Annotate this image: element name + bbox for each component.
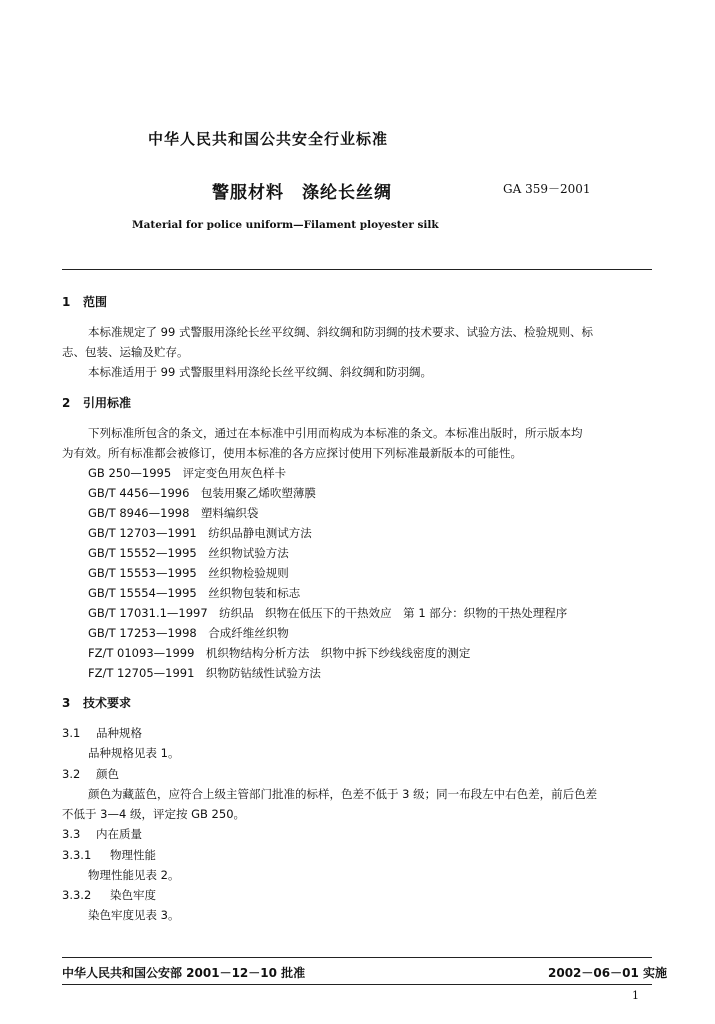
referenced-standard: GB 250—1995 评定变色用灰色样卡 bbox=[88, 466, 287, 480]
section-2-title: 引用标准 bbox=[83, 396, 132, 410]
referenced-standard: GB/T 12703—1991 纺织品静电测试方法 bbox=[88, 526, 312, 540]
section-1-paragraph-1-line-1: 本标准规定了 99 式警服用涤纶长丝平纹绸、斜纹绸和防羽绸的技术要求、试验方法、检验规则、标 bbox=[88, 325, 593, 339]
section-1-number: 1 bbox=[62, 295, 71, 309]
clause-3-3-1-number: 3.3.1 bbox=[62, 848, 92, 862]
referenced-standard: FZ/T 12705—1991 织物防钻绒性试验方法 bbox=[88, 666, 321, 680]
clause-3-2-number: 3.2 bbox=[62, 767, 81, 781]
section-2-paragraph-line-1: 下列标准所包含的条文，通过在本标准中引用而构成为本标准的条文。本标准出版时，所示版本均 bbox=[88, 426, 583, 440]
document-title: 警服材料 涤纶长丝绸 bbox=[212, 183, 392, 203]
referenced-standard: GB/T 8946—1998 塑料编织袋 bbox=[88, 506, 259, 520]
clause-3-1-title: 品种规格 bbox=[96, 726, 142, 740]
referenced-standard: GB/T 15553—1995 丝织物检验规则 bbox=[88, 566, 289, 580]
clause-3-3-2-number: 3.3.2 bbox=[62, 888, 92, 902]
footer-rule bbox=[62, 957, 652, 958]
english-title: Material for police uniform—Filament ployester silk bbox=[132, 219, 439, 231]
clause-3-1-text: 品种规格见表 1。 bbox=[88, 746, 180, 760]
referenced-standard: GB/T 15554—1995 丝织物包装和标志 bbox=[88, 586, 301, 600]
section-1-paragraph-2: 本标准适用于 99 式警服里料用涤纶长丝平纹绸、斜纹绸和防羽绸。 bbox=[88, 365, 432, 379]
footer-bottom-rule bbox=[62, 984, 652, 985]
clause-3-3-2-text: 染色牢度见表 3。 bbox=[88, 908, 180, 922]
clause-3-1-number: 3.1 bbox=[62, 726, 81, 740]
section-1-paragraph-1-line-2: 志、包装、运输及贮存。 bbox=[62, 345, 189, 359]
referenced-standard: FZ/T 01093—1999 机织物结构分析方法 织物中拆下纱线线密度的测定 bbox=[88, 646, 471, 660]
section-3-title: 技术要求 bbox=[83, 696, 132, 710]
clause-3-2-text-line-1: 颜色为藏蓝色，应符合上级主管部门批准的标样，色差不低于 3 级；同一布段左中右色差，前后色差 bbox=[88, 787, 598, 801]
issuing-authority-title: 中华人民共和国公共安全行业标准 bbox=[148, 130, 389, 148]
clause-3-3-title: 内在质量 bbox=[96, 827, 142, 841]
effective-date-line: 2002－06－01 实施 bbox=[548, 966, 667, 980]
clause-3-2-title: 颜色 bbox=[96, 767, 119, 781]
referenced-standard: GB/T 4456—1996 包装用聚乙烯吹塑薄膜 bbox=[88, 486, 316, 500]
clause-3-3-1-title: 物理性能 bbox=[110, 848, 156, 862]
section-3-number: 3 bbox=[62, 696, 71, 710]
clause-3-3-1-text: 物理性能见表 2。 bbox=[88, 868, 180, 882]
header-rule bbox=[62, 269, 652, 270]
approval-line: 中华人民共和国公安部 2001－12－10 批准 bbox=[62, 966, 306, 980]
referenced-standard: GB/T 17031.1—1997 纺织品 织物在低压下的干热效应 第 1 部分：织物的干热处理程序 bbox=[88, 606, 568, 620]
section-1-title: 范围 bbox=[83, 295, 108, 309]
clause-3-3-number: 3.3 bbox=[62, 827, 81, 841]
standard-number: GA 359－2001 bbox=[503, 182, 591, 196]
section-2-number: 2 bbox=[62, 396, 71, 410]
clause-3-2-text-line-2: 不低于 3—4 级，评定按 GB 250。 bbox=[62, 807, 246, 821]
clause-3-3-2-title: 染色牢度 bbox=[110, 888, 156, 902]
section-2-paragraph-line-2: 为有效。所有标准都会被修订，使用本标准的各方应探讨使用下列标准最新版本的可能性。 bbox=[62, 446, 522, 460]
page-number: 1 bbox=[632, 989, 639, 1002]
referenced-standard: GB/T 17253—1998 合成纤维丝织物 bbox=[88, 626, 289, 640]
referenced-standard: GB/T 15552—1995 丝织物试验方法 bbox=[88, 546, 289, 560]
